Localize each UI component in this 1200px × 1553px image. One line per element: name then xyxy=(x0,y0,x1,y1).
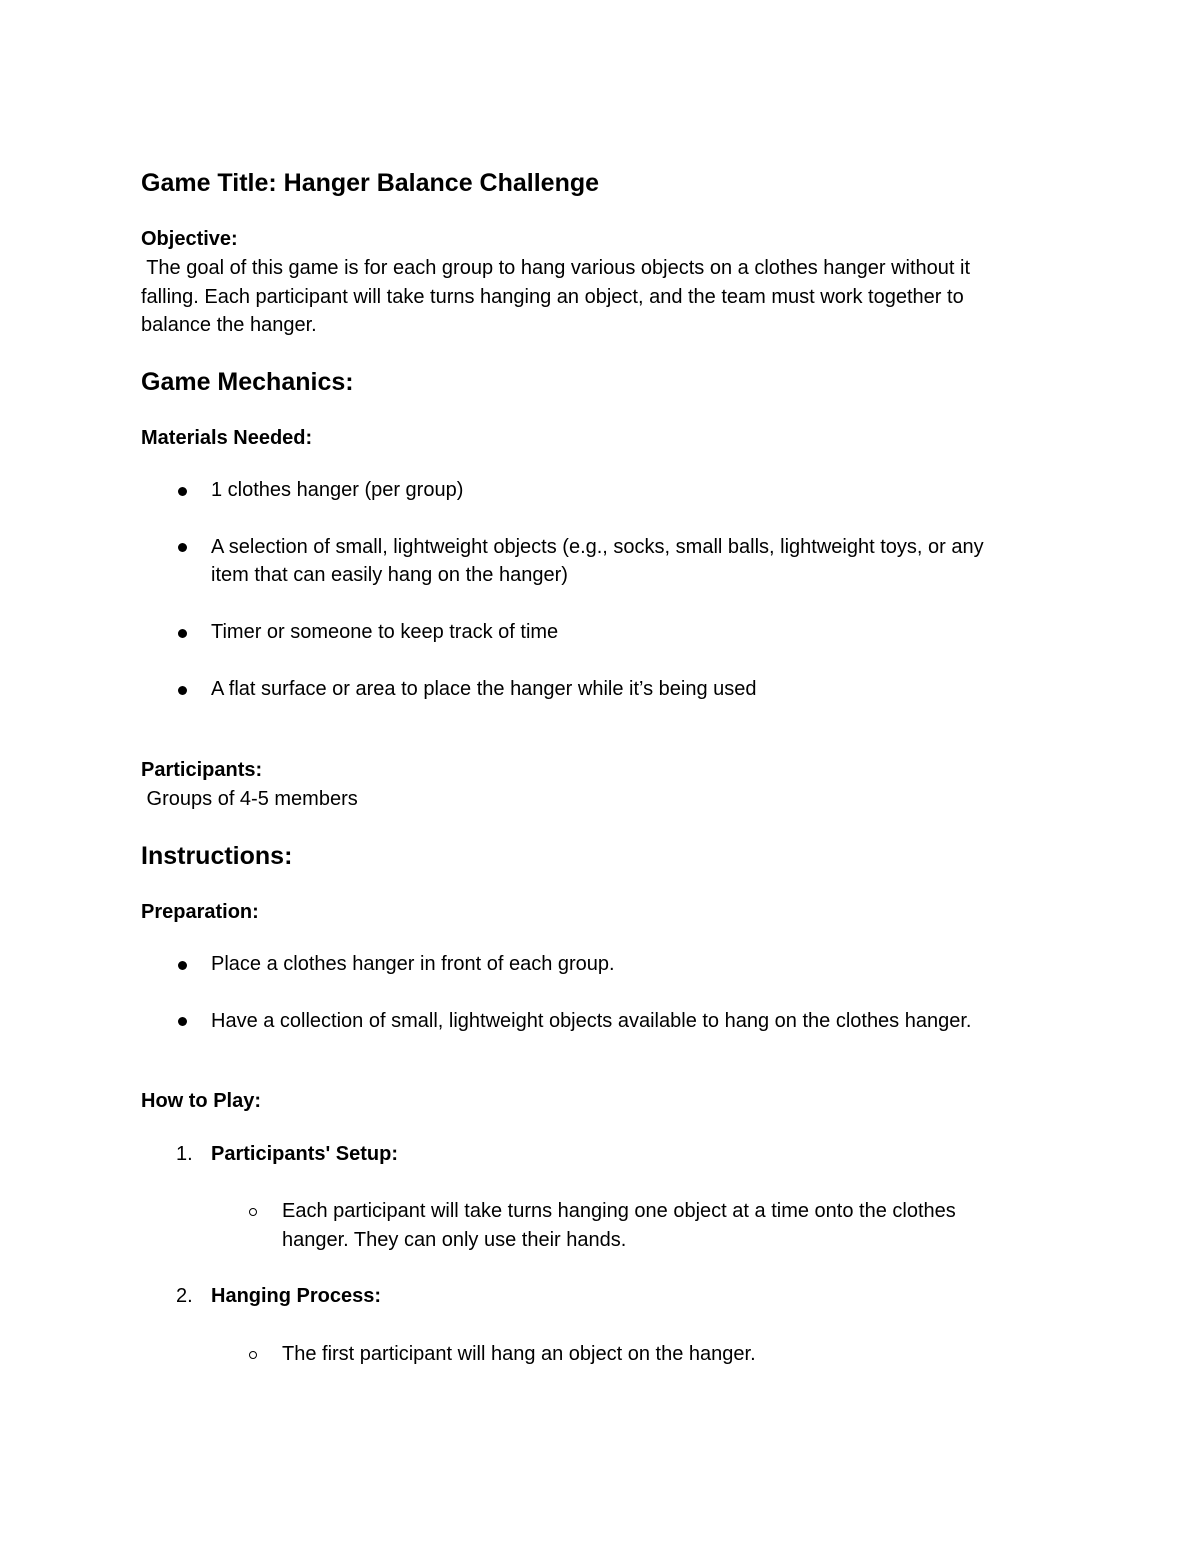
bullet-icon xyxy=(178,543,187,552)
bullet-icon xyxy=(178,686,187,695)
material-item-1: 1 clothes hanger (per group) xyxy=(211,479,464,501)
participants-label: Participants: xyxy=(141,759,263,781)
step-title: Hanging Process: xyxy=(211,1285,382,1307)
bullet-icon xyxy=(178,487,187,496)
hollow-bullet-icon xyxy=(249,1351,257,1359)
materials-label: Materials Needed: xyxy=(141,427,313,449)
hollow-bullet-icon xyxy=(249,1208,257,1216)
material-item-4: A flat surface or area to place the hanger while it’s being used xyxy=(211,678,757,700)
step-number: 1. xyxy=(176,1143,193,1165)
step-2-sub-line-1: The first participant will hang an object on the hanger. xyxy=(282,1343,756,1365)
step-1-sub-line-1: Each participant will take turns hanging one object at a time onto the clothes xyxy=(282,1200,956,1222)
game-title: Game Title: Hanger Balance Challenge xyxy=(141,169,600,197)
step-1-sub-line-2: hanger. They can only use their hands. xyxy=(282,1229,627,1251)
step-title: Participants' Setup: xyxy=(211,1143,399,1165)
objective-label: Objective: xyxy=(141,228,238,250)
preparation-item-1: Place a clothes hanger in front of each group. xyxy=(211,953,615,975)
preparation-item-2: Have a collection of small, lightweight objects available to hang on the clothes hanger. xyxy=(211,1010,972,1032)
bullet-icon xyxy=(178,961,187,970)
step-number: 2. xyxy=(176,1285,193,1307)
material-item-3: Timer or someone to keep track of time xyxy=(211,621,559,643)
mechanics-heading: Game Mechanics: xyxy=(141,368,354,396)
how-to-play-label: How to Play: xyxy=(141,1090,262,1112)
bullet-icon xyxy=(178,629,187,638)
instructions-heading: Instructions: xyxy=(141,842,293,870)
objective-line-3: balance the hanger. xyxy=(141,314,317,336)
objective-line-1: The goal of this game is for each group to hang various objects on a clothes hanger without it xyxy=(141,257,971,279)
objective-line-2: falling. Each participant will take turns hanging an object, and the team must work together to xyxy=(141,286,964,308)
preparation-label: Preparation: xyxy=(141,901,259,923)
bullet-icon xyxy=(178,1017,187,1026)
material-item-2-line-2: item that can easily hang on the hanger) xyxy=(211,564,568,586)
participants-value: Groups of 4-5 members xyxy=(141,788,358,810)
material-item-2-line-1: A selection of small, lightweight objects (e.g., socks, small balls, lightweight toys, or any xyxy=(211,536,984,558)
